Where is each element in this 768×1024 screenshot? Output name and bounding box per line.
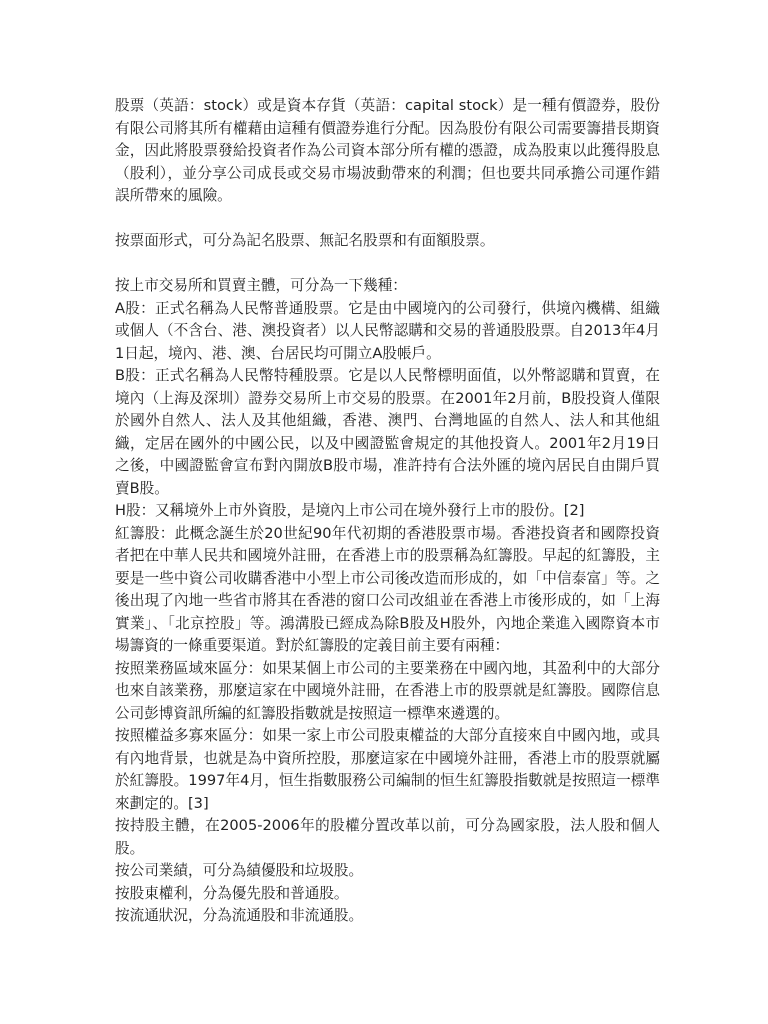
a-share-paragraph: A股：正式名稱為人民幣普通股票。它是由中國境內的公司發行，供境內機構、組織或個人（不含台、港、澳投資者）以人民幣認購和交易的普通股股票。自2013年4月1日起，境內、港、澳、台居民均可開立A股帳戶。 [115, 299, 660, 362]
classification-by-exchange-heading: 按上市交易所和買賣主體，可分為一下幾種： [115, 277, 407, 294]
red-chip-business-definition: 按照業務區域來區分：如果某個上市公司的主要業務在中國內地，其盈利中的大部分也來自該業務，那麼這家在中國境外註冊，在香港上市的股票就是紅籌股。國際信息公司彭博資訊所編的紅籌股指數就是按照這一標準來遴選的。 [115, 659, 660, 722]
classification-by-circulation: 按流通狀況，分為流通股和非流通股。 [115, 907, 364, 924]
classification-by-rights: 按股東權利，分為優先股和普通股。 [115, 884, 349, 902]
classification-by-form: 按票面形式，可分為記名股票、無記名股票和有面額股票。 [115, 232, 495, 249]
paragraph-gap [115, 253, 660, 276]
h-share-paragraph: H股：又稱境外上市外資股，是境內上市公司在境外發行上市的股份。[2] [115, 502, 585, 519]
classification-by-holder: 按持股主體，在2005-2006年的股權分置改革以前，可分為國家股，法人股和個人股。 [115, 817, 660, 857]
red-chip-paragraph: 紅籌股：此概念誕生於20世紀90年代初期的香港股票市場。香港投資者和國際投資者把在中華人民共和國境外註冊，在香港上市的股票稱為紅籌股。早起的紅籌股，主要是一些中資公司收購香港中小型上市公司後改造而形成的，如「中信泰富」等。之後出現了內地一些省市將其在香港的窗口公司改組並在香港上市後形成的，如「上海實業」、「北京控股」等。鴻溝股已經成為除B股及H股外，內地企業進入國際資本市場籌資的一條重要渠道。對於紅籌股的定義目前主要有兩種： [115, 524, 660, 654]
paragraph-gap [115, 208, 660, 231]
red-chip-equity-definition: 按照權益多寡來區分：如果一家上市公司股東權益的大部分直接來自中國內地，或具有內地背景，也就是為中資所控股，那麼這家在中國境外註冊，香港上市的股票就屬於紅籌股。1997年4月，恒生指數服務公司編制的恒生紅籌股指數就是按照這一標準來劃定的。[3] [115, 727, 660, 812]
b-share-paragraph: B股：正式名稱為人民幣特種股票。它是以人民幣標明面值，以外幣認購和買賣，在境內（上海及深圳）證券交易所上市交易的股票。在2001年2月前，B股投資人僅限於國外自然人、法人及其他組織，香港、澳門、台灣地區的自然人、法人和其他組織，定居在國外的中國公民，以及中國證監會規定的其他投資人。2001年2月19日之後，中國證監會宣布對內開放B股市場，准許持有合法外匯的境內居民自由開戶買賣B股。 [115, 367, 660, 497]
classification-by-performance: 按公司業績，可分為績優股和垃圾股。 [115, 862, 364, 879]
document-page [115, 95, 660, 928]
intro-paragraph: 股票（英語：stock）或是資本存貨（英語：capital stock）是一種有價證券，股份有限公司將其所有權藉由這種有價證券進行分配。因為股份有限公司需要籌措長期資金，因此將股票發給投資者作為公司資本部分所有權的憑證，成為股東以此獲得股息（股利），並分享公司成長或交易市場波動帶來的利潤；但也要共同承擔公司運作錯誤所帶來的風險。 [115, 97, 660, 204]
